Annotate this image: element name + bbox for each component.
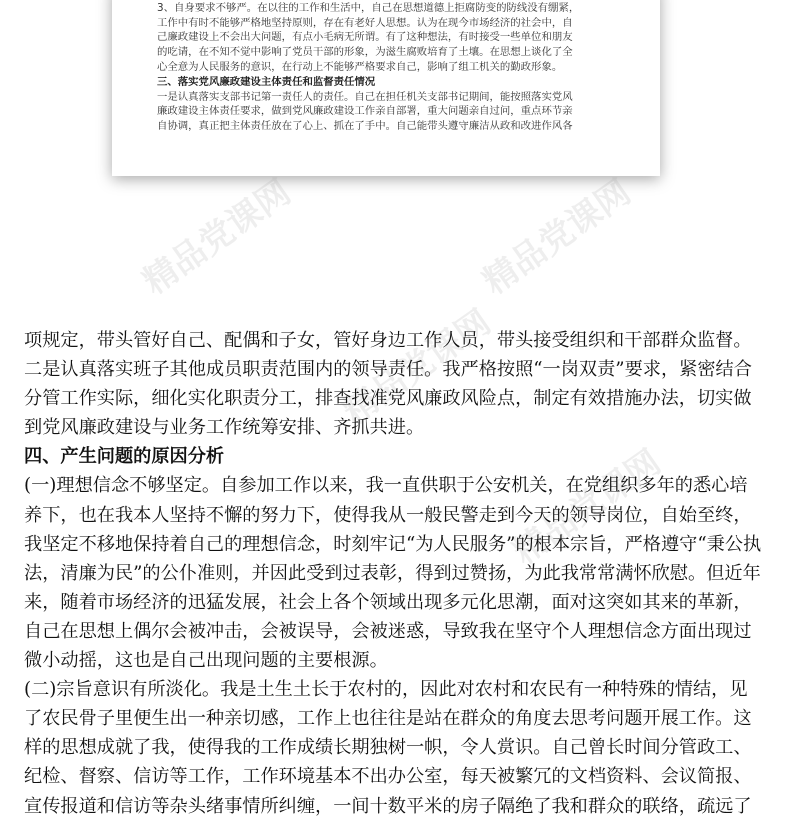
preview-section-heading: 三、落实党风廉政建设主体责任和监督责任情况 xyxy=(157,75,376,88)
body-line: 二是认真落实班子其他成员职责范围内的领导责任。我严格按照“一岗双责”要求，紧密结合 xyxy=(24,359,752,381)
body-line: 了农民骨子里便生出一种亲切感，工作上也往往是站在群众的角度去思考问题开展工作。这 xyxy=(24,708,752,730)
watermark: 精品党课网 xyxy=(475,172,639,303)
preview-line: 一是认真落实支部书记第一责任人的责任。自己在担任机关支部书记期间，能按照落实党风 xyxy=(157,90,573,103)
body-line: 养下，也在我本人坚持不懈的努力下，使得我从一般民警走到今天的领导岗位，自始至终， xyxy=(24,504,752,526)
body-line: 我坚定不移地保持着自己的理想信念，时刻牢记“为人民服务”的根本宗旨，严格遵守“秉公执 xyxy=(24,533,762,555)
body-line: (一)理想信念不够坚定。自参加工作以来，我一直供职于公安机关，在党组织多年的悉心培 xyxy=(24,475,748,497)
body-line: 纪检、督察、信访等工作，工作环境基本不出办公室，每天被繁冗的文档资料、会议简报、 xyxy=(24,766,752,788)
body-line: 来，随着市场经济的迅猛发展，社会上各个领域出现多元化思潮，面对这突如其来的革新， xyxy=(24,591,752,613)
section-heading: 四、产生问题的原因分析 xyxy=(24,446,225,468)
preview-line: 自协调，真正把主体责任放在了心上、抓在了手中。自己能带头遵守廉洁从政和改进作风各 xyxy=(157,120,573,133)
preview-line: 的吃请，在不知不觉中影响了党员干部的形象，为滋生腐败培育了土壤。在思想上谈化了全 xyxy=(157,46,573,59)
preview-line: 廉政建设主体责任要求，做到党风廉政建设工作亲自部署，重大问题亲自过问，重点环节亲 xyxy=(157,105,573,118)
body-line: 到党风廉政建设与业务工作统筹安排、齐抓共进。 xyxy=(24,417,425,439)
preview-line: 3、自身要求不够严。在以往的工作和生活中，自己在思想道德上拒腐防变的防线没有绷紧， xyxy=(157,1,580,14)
document-preview-card xyxy=(112,0,660,176)
body-line: 自己在思想上偶尔会被冲击，会被误导，会被迷惑，导致我在坚守个人理想信念方面出现过 xyxy=(24,620,752,642)
preview-line: 心全意为人民服务的意识，在行动上不能够严格要求自己，影响了组工机关的勤政形象。 xyxy=(157,60,563,73)
body-line: 样的思想成就了我，使得我的工作成绩长期独树一帜，令人赏识。自己曾长时间分管政工、 xyxy=(24,737,752,759)
body-line: 法，清廉为民”的公仆准则，并因此受到过表彰，得到过赞扬，为此我常常满怀欣慰。但近年 xyxy=(24,562,761,584)
body-line: 分管工作实际，细化实化职责分工，排查找准党风廉政风险点，制定有效措施办法，切实做 xyxy=(24,388,752,410)
watermark: 精品党课网 xyxy=(335,302,499,433)
body-line: 宣传报道和信访等杂头绪事情所纠缠，一间十数平米的房子隔绝了我和群众的联络，疏远了 xyxy=(24,795,752,817)
body-line: 项规定，带头管好自己、配偶和子女，管好身边工作人员，带头接受组织和干部群众监督。 xyxy=(24,330,752,351)
watermark: 精品党课网 xyxy=(135,172,299,303)
body-line: 微小动摇，这也是自己出现问题的主要根源。 xyxy=(24,650,388,672)
preview-line: 己廉政建设上不会出大问题，有点小毛病无所谓。有了这种想法，有时接受一些单位和朋友 xyxy=(157,31,573,44)
watermark: 精品党课网 xyxy=(505,442,669,573)
body-line: (二)宗旨意识有所淡化。我是土生土长于农村的，因此对农村和农民有一种特殊的情结，见 xyxy=(24,679,748,701)
document-body xyxy=(24,326,784,821)
preview-line: 工作中有时不能够严格地坚持原则，存在有老好人思想。认为在现今市场经济的社会中，自 xyxy=(157,16,573,29)
